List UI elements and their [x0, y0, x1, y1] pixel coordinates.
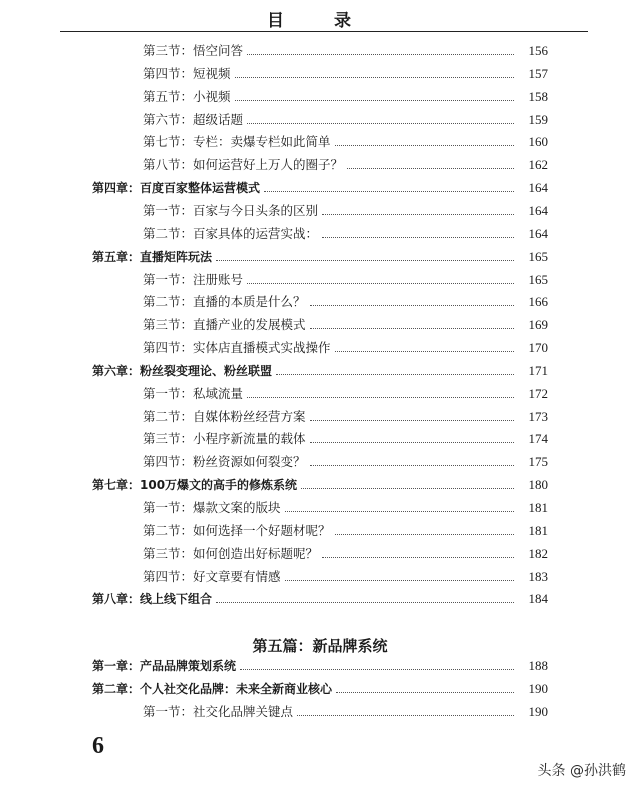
page-header: 目 录 — [267, 11, 373, 31]
toc-entry-section — [0, 428, 640, 448]
toc-entry-section — [0, 406, 640, 426]
dot-leader — [264, 190, 514, 192]
toc-entry-section — [0, 63, 640, 83]
toc-entry-page: 159 — [528, 111, 548, 127]
dot-leader — [285, 510, 514, 512]
toc-entry-page: 188 — [528, 658, 548, 673]
dot-leader — [322, 213, 514, 215]
toc-entry-page: 162 — [528, 157, 548, 173]
toc-entry-label: 第一章：产品品牌策划系统 — [92, 659, 237, 673]
toc-entry-label: 第一节：百家与今日头条的区别 — [143, 202, 319, 218]
dot-leader — [247, 282, 514, 284]
toc-entry-page: 164 — [528, 180, 548, 196]
toc-entry-section — [0, 86, 640, 106]
dot-leader — [240, 668, 514, 670]
toc-entry-page: 190 — [528, 704, 548, 719]
toc-entry-page: 184 — [528, 591, 548, 607]
toc-entry-page: 160 — [528, 134, 548, 150]
dot-leader — [235, 76, 514, 78]
toc-entry-label: 第四节：实体店直播模式实战操作 — [143, 340, 331, 356]
dot-leader — [276, 373, 514, 375]
toc-entry-label: 第一节：注册账号 — [143, 271, 244, 287]
toc-entry-section — [0, 543, 640, 563]
dot-leader — [322, 236, 514, 238]
dot-leader — [285, 579, 514, 581]
toc-entry-chapter — [0, 474, 640, 494]
toc-entry-section — [0, 314, 640, 334]
toc-entry-label: 第三节：如何创造出好标题呢？ — [143, 545, 319, 561]
part-title: 第五篇：新品牌系统 — [252, 637, 388, 655]
toc-entry-label: 第六节：超级话题 — [143, 111, 244, 127]
dot-leader — [301, 487, 514, 489]
toc-entry-page: 156 — [528, 43, 548, 58]
toc-entry-label: 第一节：社交化品牌关键点 — [143, 704, 294, 719]
toc-entry-label: 第五节：小视频 — [143, 88, 231, 104]
dot-leader — [310, 441, 514, 443]
toc-entry-page: 169 — [528, 317, 548, 333]
toc-entry-label: 第四节：好文章要有情感 — [143, 568, 281, 584]
dot-leader — [336, 691, 514, 693]
toc-entry-section — [0, 701, 640, 721]
toc-entry-section — [0, 383, 640, 403]
toc-entry-section — [0, 291, 640, 311]
toc-entry-chapter — [0, 588, 640, 608]
toc-entry-page: 166 — [528, 294, 548, 310]
header-rule — [60, 31, 588, 32]
toc-entry-chapter — [0, 246, 640, 266]
toc-entry-label: 第二章：个人社交化品牌：未来全新商业核心 — [92, 682, 333, 696]
toc-entry-page: 164 — [528, 225, 548, 241]
toc-entry-label: 第七节：专栏：卖爆专栏如此简单 — [143, 134, 331, 150]
toc-entry-page: 174 — [528, 431, 548, 447]
toc-entry-chapter — [0, 177, 640, 197]
toc-entry-section — [0, 40, 640, 60]
dot-leader — [322, 556, 514, 558]
toc-entry-page: 180 — [528, 477, 548, 493]
dot-leader — [335, 144, 514, 146]
dot-leader — [235, 99, 514, 101]
toc-entry-label: 第一节：私域流量 — [143, 385, 244, 401]
dot-leader — [247, 122, 514, 124]
toc-entry-section — [0, 109, 640, 129]
toc-entry-page: 172 — [528, 385, 548, 401]
toc-entry-label: 第四节：粉丝资源如何裂变？ — [143, 454, 306, 470]
toc-entry-section — [0, 154, 640, 174]
toc-entry-label: 第五章：直播矩阵玩法 — [92, 249, 213, 264]
toc-entry-section — [0, 451, 640, 471]
dot-leader — [310, 419, 514, 421]
toc-entry-page: 190 — [528, 681, 548, 696]
toc-entry-label: 第三节：直播产业的发展模式 — [143, 317, 306, 333]
toc-entry-section — [0, 497, 640, 517]
toc-entry-chapter — [0, 678, 640, 698]
dot-leader — [310, 464, 514, 466]
dot-leader — [347, 167, 514, 169]
toc-entry-page: 183 — [528, 568, 548, 584]
toc-entry-page: 165 — [528, 248, 548, 264]
toc-entry-page: 158 — [528, 88, 548, 104]
page-number: 6 — [92, 733, 104, 759]
toc-entry-label: 第二节：百家具体的运营实战： — [143, 225, 319, 241]
toc-entry-page: 181 — [528, 522, 548, 538]
toc-entry-page: 182 — [528, 545, 548, 561]
dot-leader — [216, 259, 514, 261]
toc-entry-label: 第四节：短视频 — [143, 65, 231, 81]
dot-leader — [247, 396, 514, 398]
toc-entry-label: 第四章：百度百家整体运营模式 — [92, 181, 261, 196]
toc-entry-page: 173 — [528, 408, 548, 424]
toc-entry-label: 第六章：粉丝裂变理论、粉丝联盟 — [92, 363, 273, 378]
toc-entry-page: 157 — [528, 65, 548, 81]
toc-entry-page: 181 — [528, 500, 548, 515]
toc-entry-page: 175 — [528, 454, 548, 470]
toc-entry-section — [0, 200, 640, 220]
dot-leader — [310, 304, 514, 306]
dot-leader — [216, 601, 514, 603]
toc-entry-section — [0, 566, 640, 586]
toc-entry-section — [0, 269, 640, 289]
dot-leader — [335, 350, 514, 352]
toc-entry-page: 170 — [528, 340, 548, 356]
dot-leader — [247, 53, 514, 55]
dot-leader — [335, 533, 514, 535]
toc-entry-label: 第三节：悟空问答 — [143, 43, 244, 58]
toc-entry-chapter — [0, 655, 640, 675]
toc-entry-label: 第三节：小程序新流量的载体 — [143, 431, 306, 447]
dot-leader — [297, 714, 514, 716]
toc-entry-page: 171 — [528, 362, 548, 378]
toc-entry-page: 164 — [528, 202, 548, 218]
toc-entry-label: 第八节：如何运营好上万人的圈子？ — [143, 157, 344, 173]
toc-entry-chapter — [0, 360, 640, 380]
toc-entry-label: 第二节：如何选择一个好题材呢？ — [143, 522, 331, 538]
watermark: 头条 @孙洪鹤 — [537, 763, 626, 779]
toc-entry-label: 第一节：爆款文案的版块 — [143, 500, 281, 515]
toc-entry-section — [0, 337, 640, 357]
toc-entry-label: 第八章：线上线下组合 — [92, 592, 213, 607]
dot-leader — [310, 327, 514, 329]
toc-entry-label: 第二节：自媒体粉丝经营方案 — [143, 408, 306, 424]
toc-entry-section — [0, 131, 640, 151]
toc-entry-label: 第二节：直播的本质是什么？ — [143, 294, 306, 310]
toc-entry-label: 第七章：100万爆文的高手的修炼系统 — [92, 478, 298, 493]
toc-entry-section — [0, 223, 640, 243]
toc-entry-section — [0, 520, 640, 540]
toc-entry-page: 165 — [528, 271, 548, 287]
